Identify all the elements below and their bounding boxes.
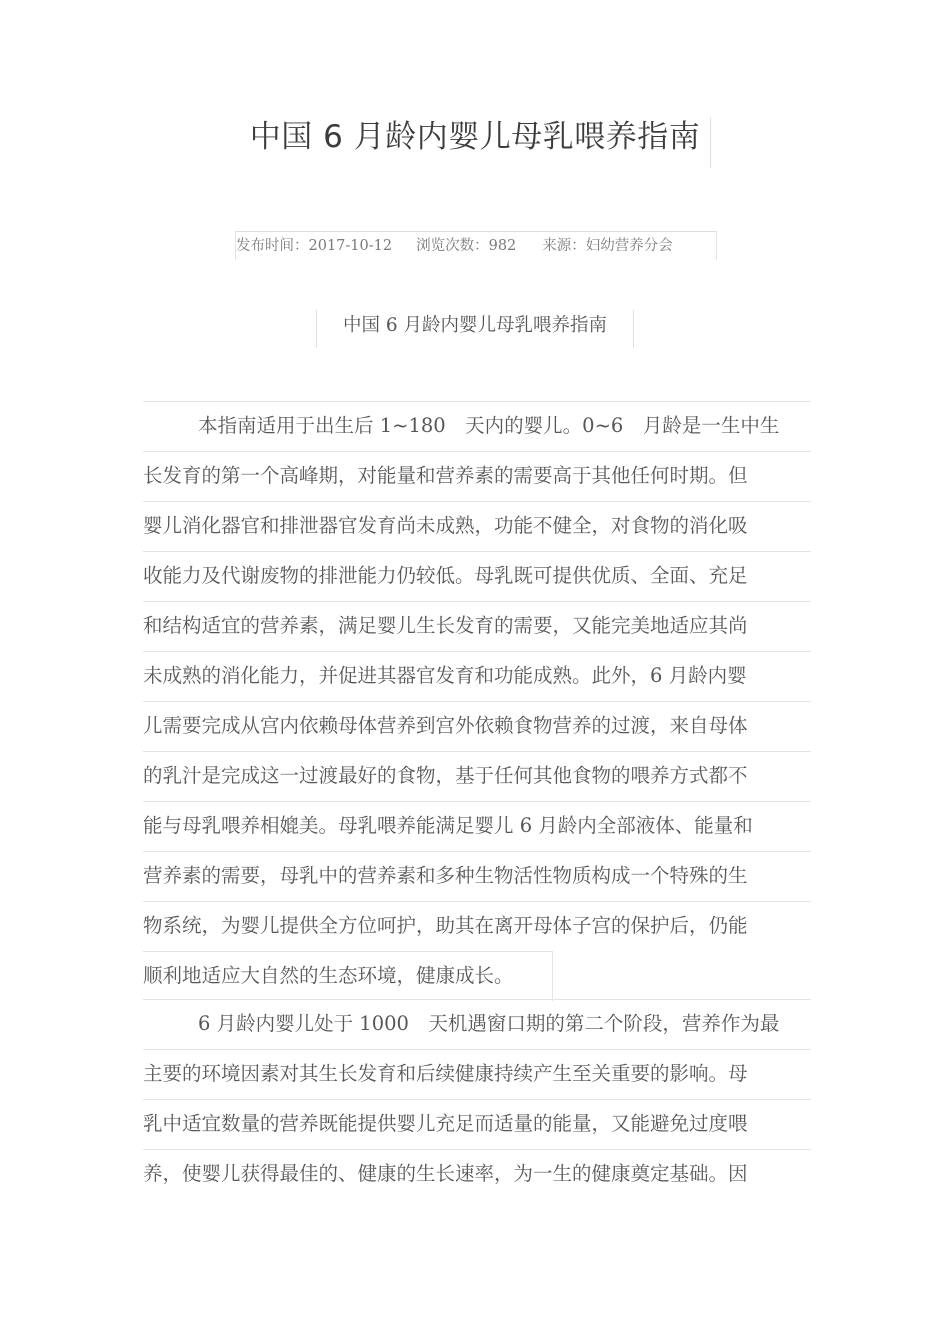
article-source: 来源：妇幼营养分会 (542, 238, 673, 254)
title-divider (710, 118, 711, 168)
paragraph-line: 儿需要完成从宫内依赖母体营养到宫外依赖食物营养的过渡，来自母体 (143, 701, 811, 751)
view-count: 浏览次数：982 (416, 238, 517, 254)
paragraph-line: 顺利地适应大自然的生态环境，健康成长。 (143, 951, 553, 1001)
paragraph-line: 物系统，为婴儿提供全方位呵护，助其在离开母体子宫的保护后，仍能 (143, 901, 811, 951)
paragraph-line: 营养素的需要，母乳中的营养素和多种生物活性物质构成一个特殊的生 (143, 851, 811, 901)
paragraph-line: 和结构适宜的营养素，满足婴儿生长发育的需要，又能完美地适应其尚 (143, 601, 811, 651)
paragraph-line: 婴儿消化器官和排泄器官发育尚未成熟，功能不健全，对食物的消化吸 (143, 501, 811, 551)
page-title: 中国 6 月龄内婴儿母乳喂养指南 (249, 119, 701, 155)
paragraph-line: 养，使婴儿获得最佳的、健康的生长速率，为一生的健康奠定基础。因 (143, 1149, 811, 1199)
article-subtitle: 中国 6 月龄内婴儿母乳喂养指南 (316, 310, 634, 348)
publish-time: 发布时间：2017-10-12 (236, 238, 393, 254)
article-meta (235, 231, 717, 260)
paragraph-2 (143, 999, 811, 1199)
paragraph-line: 的乳汁是完成这一过渡最好的食物，基于任何其他食物的喂养方式都不 (143, 751, 811, 801)
paragraph-line: 本指南适用于出生后 1~180 天内的婴儿。0~6 月龄是一生中生 (143, 401, 811, 451)
paragraph-line: 收能力及代谢废物的排泄能力仍较低。母乳既可提供优质、全面、充足 (143, 551, 811, 601)
paragraph-1 (143, 401, 811, 1001)
paragraph-line: 主要的环境因素对其生长发育和后续健康持续产生至关重要的影响。母 (143, 1049, 811, 1099)
paragraph-line: 乳中适宜数量的营养既能提供婴儿充足而适量的能量，又能避免过度喂 (143, 1099, 811, 1149)
paragraph-line: 长发育的第一个高峰期，对能量和营养素的需要高于其他任何时期。但 (143, 451, 811, 501)
paragraph-line: 6 月龄内婴儿处于 1000 天机遇窗口期的第二个阶段，营养作为最 (143, 999, 811, 1049)
paragraph-line: 未成熟的消化能力，并促进其器官发育和功能成熟。此外，6 月龄内婴 (143, 651, 811, 701)
paragraph-line: 能与母乳喂养相媲美。母乳喂养能满足婴儿 6 月龄内全部液体、能量和 (143, 801, 811, 851)
